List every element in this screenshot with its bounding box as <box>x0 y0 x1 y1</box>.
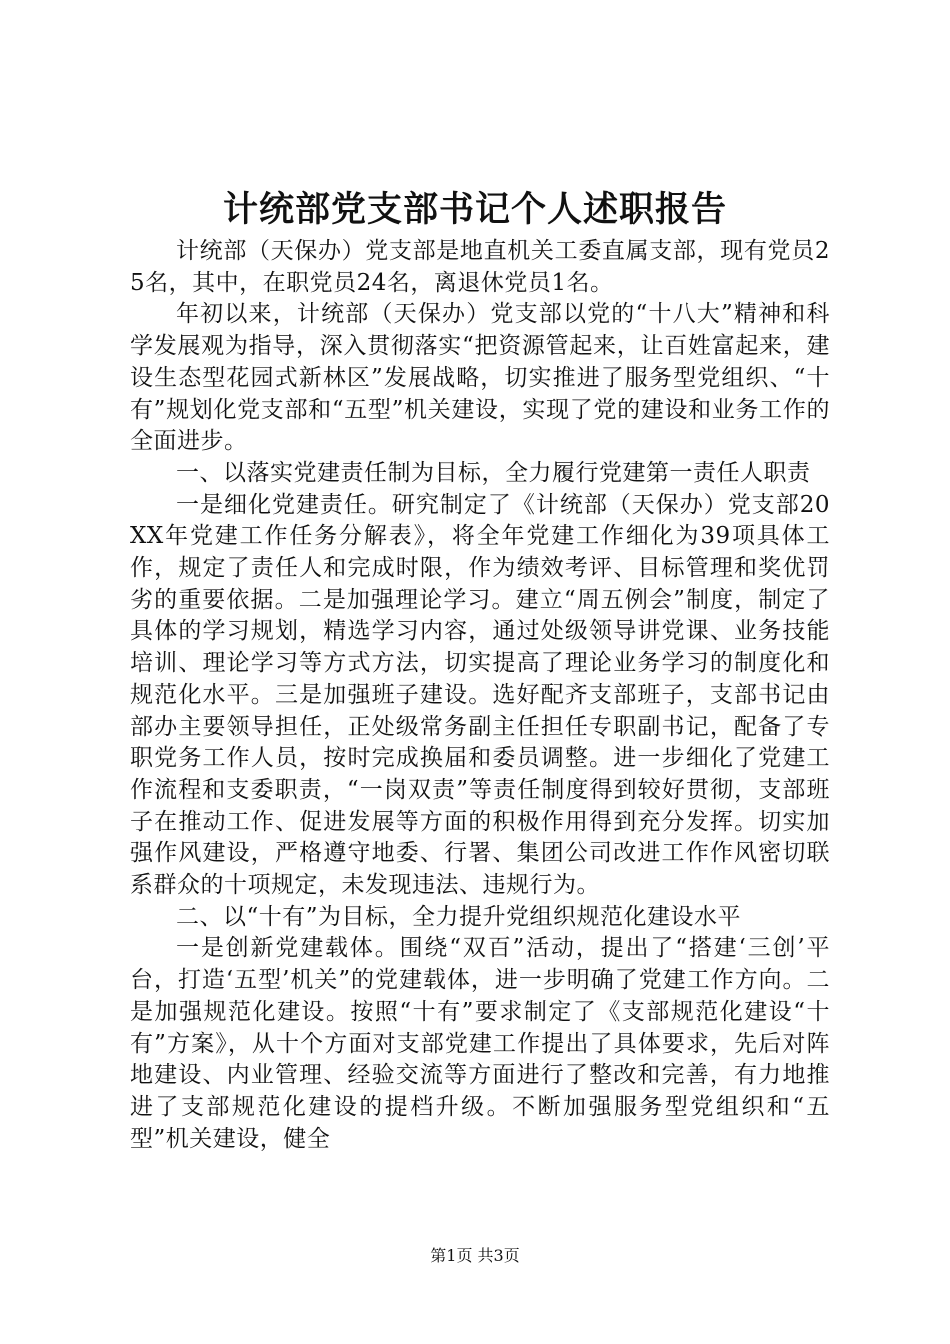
section-heading-2: 二、以“十有”为目标，全力提升党组织规范化建设水平 <box>176 903 742 930</box>
document-title: 计统部党支部书记个人述职报告 <box>222 189 727 230</box>
document-body <box>130 236 830 1155</box>
section-heading-1: 一、以落实党建责任制为目标，全力履行党建第一责任人职责 <box>176 459 811 486</box>
paragraph-overview: 年初以来，计统部（天保办）党支部以党的“十八大”精神和科学发展观为指导，深入贯彻落实“把资源管起来，让百姓富起来，建设生态型花园式新林区”发展战略，切实推进了服务型党组织、“十有”规划化党支部和“五型”机关建设，实现了党的建设和业务工作的全面进步。 <box>130 301 830 455</box>
paragraph-intro: 计统部（天保办）党支部是地直机关工委直属支部，现有党员25名，其中，在职党员24名，离退休党员1名。 <box>130 238 830 296</box>
paragraph-section-1: 一是细化党建责任。研究制定了《计统部（天保办）党支部20XX年党建工作任务分解表》，将全年党建工作细化为39项具体工作，规定了责任人和完成时限，作为绩效考评、目标管理和奖优罚劣的重要依据。二是加强理论学习。建立“周五例会”制度，制定了具体的学习规划，精选学习内容，通过处级领导讲党课、业务技能培训、理论学习等方式方法，切实提高了理论业务学习的制度化和规范化水平。三是加强班子建设。选好配齐支部班子，支部书记由部办主要领导担任，正处级常务副主任担任专职副书记，配备了专职党务工作人员，按时完成换届和委员调整。进一步细化了党建工作流程和支委职责，“一岗双责”等责任制度得到较好贯彻，支部班子在推动工作、促进发展等方面的积极作用得到充分发挥。切实加强作风建设，严格遵守地委、行署、集团公司改进工作作风密切联系群众的十项规定，未发现违法、违规行为。 <box>130 491 830 899</box>
page-number-footer: 第1页 共3页 <box>430 1246 520 1265</box>
paragraph-section-2: 一是创新党建载体。围绕“双百”活动，提出了“搭建‘三创’平台，打造‘五型’机关”的党建载体，进一步明确了党建工作方向。二是加强规范化建设。按照“十有”要求制定了《支部规范化建设“十有”方案》，从十个方面对支部党建工作提出了具体要求，先后对阵地建设、内业管理、经验交流等方面进行了整改和完善，有力地推进了支部规范化建设的提档升级。不断加强服务型党组织和“五型”机关建设，健全 <box>130 935 830 1152</box>
